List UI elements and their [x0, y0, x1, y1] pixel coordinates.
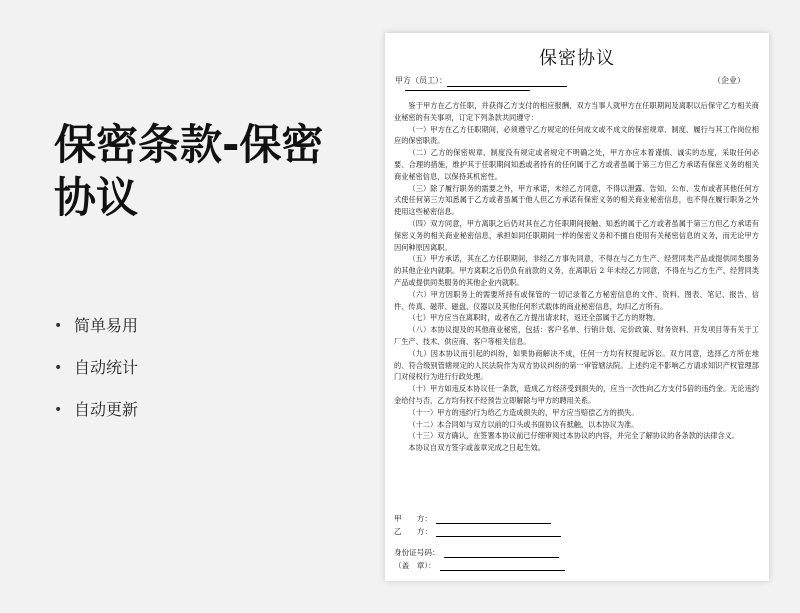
paragraph: （十三）双方确认，在签署本协议前已仔细审阅过本协议的内容，并完全了解协议的各条款的法律含义。: [408, 431, 740, 441]
signature-label: 身份证号码：: [394, 548, 440, 557]
party-a-label: 甲方（员工）：: [395, 76, 447, 85]
feature-label: 简单易用: [74, 316, 139, 335]
document-title: 保密协议: [539, 48, 615, 69]
paragraph: （十一）甲方的违约行为给乙方造成损失的，甲方应当赔偿乙方的损失。: [408, 407, 639, 417]
bullet-icon: •: [54, 402, 63, 418]
paragraph: （七）甲方应当在离职时，或者在乙方提出请求时，返还全部属于乙方的财物。: [408, 313, 660, 323]
feature-list: [54, 312, 138, 438]
paragraph: （九）因本协议而引起的纠纷，如果协商解决不成，任何一方均有权提起诉讼。双方同意，选择乙方所在地的、符合级别管辖规定的人民法院作为双方协议纠纷的第一审管辖法院。上述约定不影响乙方请求知识产权管理部门对侵权行为进行行政处理。: [394, 348, 759, 382]
paragraph: （五）甲方承诺，其在乙方任职期间，非经乙方事先同意，不得在与乙方生产、经营同类产品或提供同类服务的其他企业内就职。甲方离职之后仍负有前款的义务，在离职后 2 年未经乙方同意，不得在与乙方生产、经营同类产品或提供同类服务的其他企业内就职。: [394, 254, 759, 287]
signature-label: 甲 方：: [394, 514, 432, 523]
feature-label: 自动统计: [74, 358, 139, 377]
document-preview: [385, 33, 769, 581]
fill-in-line: [405, 90, 530, 91]
signature-seal: [394, 561, 565, 571]
paragraph: （一）甲方在乙方任职期间，必须遵守乙方规定的任何成文或不成文的保密规章、制度、履行与其工作岗位相应的保密职责。: [394, 124, 759, 146]
fill-in-line: [447, 77, 567, 87]
signature-label: （盖 章）：: [394, 561, 436, 570]
feature-item: [54, 312, 138, 354]
document-body: [394, 100, 759, 454]
signature-id-number: [394, 548, 559, 558]
paragraph: （四）双方同意，甲方离职之后仍对其在乙方任职期间接触、知悉的属于乙方或者虽属于第三方但乙方承诺有保密义务的相关商业秘密信息，承担如同任职期间一样的保密义务和不擅自使用有关秘密信息的义务，而无论甲方因何种原因离职。: [394, 218, 759, 252]
feature-label: 自动更新: [74, 400, 139, 419]
paragraph: （二）乙方的保密规章、制度没有规定或者规定不明确之处，甲方亦应本着谨慎、诚实的态度，采取任何必要、合理的措施，维护其于任职期间知悉或者持有的任何属于乙方或者虽属于第三方但乙方承诺有保密义务的相关商业秘密信息，以保持其机密性。: [394, 148, 759, 181]
paragraph: （十二）本合同如与双方以前的口头或书面协议有抵触，以本协议为准。: [408, 419, 639, 429]
paragraph: 鉴于甲方在乙方任职，并获得乙方支付的相应报酬，双方当事人就甲方在任职期间及离职以后保守乙方相关商业秘密的有关事项，订定下列条款共同遵守：: [394, 101, 759, 122]
fill-in-line: [436, 515, 551, 524]
enterprise-note: （企业）: [713, 76, 745, 85]
paragraph: （八）本协议提及的其他商业秘密，包括：客户名单、行销计划、定价政策、财务资料、开发项目等有关于工厂生产、技术、供应商、客户等相关信息。: [394, 325, 759, 346]
fill-in-line: [436, 528, 561, 537]
page-title: 保密条款-保密协议: [54, 120, 324, 222]
feature-item: [54, 396, 138, 438]
paragraph: （十）甲方如违反本协议任一条款，造成乙方经济受到损失的，应当一次性向乙方支付5倍的违约金。无论违约金给付与否，乙方均有权不经预告立即解除与甲方的聘用关系。: [394, 384, 759, 405]
paragraph: （六）甲方因职务上的需要所持有或保管的一切记录着乙方秘密信息的文件、资料、图表、笔记、报告、信件、传真、磁带、磁盘、仪器以及其他任何形式载体的商业秘密信息，均归乙方所有。: [394, 289, 759, 311]
signature-party-b: [394, 527, 561, 537]
bullet-icon: •: [54, 318, 63, 334]
paragraph: 本协议自双方签字或盖章完成之日起生效。: [408, 443, 545, 453]
signature-label: 乙 方：: [394, 527, 432, 536]
party-a-header: [395, 75, 759, 87]
signature-party-a: [394, 514, 551, 524]
paragraph: （三）除了履行职务的需要之外，甲方承诺，未经乙方同意，不得以泄露、告知、公布、发布或者其他任何方式使任何第三方知悉属于乙方或者虽属于他人但乙方承诺有保密义务的相关商业秘密信息，也不得在履行职务之外使用这些秘密信息。: [394, 183, 759, 217]
bullet-icon: •: [54, 360, 63, 376]
fill-in-line: [440, 562, 565, 571]
feature-item: [54, 354, 138, 396]
fill-in-line: [444, 549, 559, 558]
